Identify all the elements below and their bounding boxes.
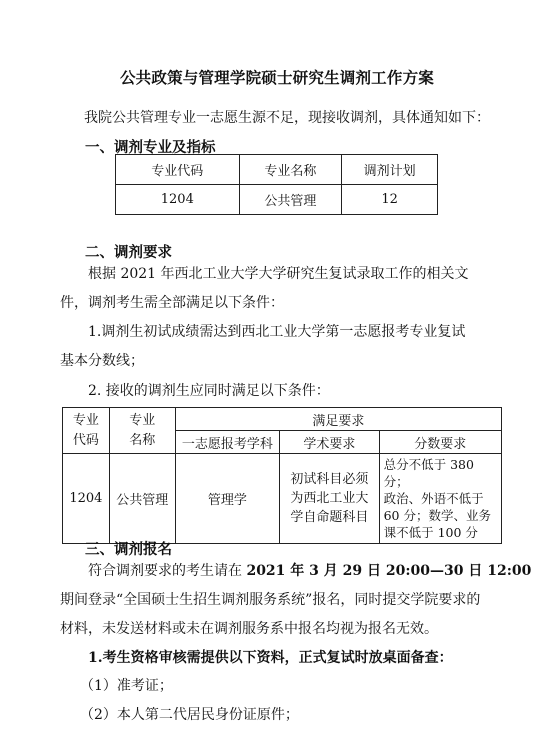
- table-header-row: [63, 408, 502, 431]
- registration-para-line3: 材料，未发送材料或未在调剂服务系中报名均视为报名无效。: [60, 621, 438, 637]
- cell-name: 公共管理: [239, 185, 342, 215]
- intro-paragraph: 我院公共管理专业一志愿生源不足，现接收调剂，具体通知如下：: [84, 110, 490, 126]
- materials-item-2: （2）本人第二代居民身份证原件；: [80, 707, 299, 723]
- section2-heading: 二、调剂要求: [85, 244, 172, 261]
- header-name-line1: 专业: [129, 412, 156, 428]
- cell-subject: 管理学: [175, 454, 279, 544]
- header-score: 分数要求: [379, 431, 501, 454]
- quota-table: [115, 154, 438, 215]
- score-line1: 总分不低于 380 分；: [383, 457, 474, 489]
- cell-academic: [280, 454, 380, 544]
- table-header-row: [116, 155, 438, 185]
- requirement-para1-line2: 件，调剂考生需全部满足以下条件：: [60, 295, 284, 311]
- section1-heading: 一、调剂专业及指标: [85, 139, 216, 156]
- registration-deadline: 2021 年 3 月 29 日 20:00—30 日 12:00: [246, 563, 532, 579]
- materials-item-1: （1）准考证；: [80, 678, 173, 694]
- header-name: [109, 408, 175, 454]
- score-line2: 政治、外语不低于: [383, 491, 484, 506]
- cell-name: 公共管理: [109, 454, 175, 544]
- cell-score: [379, 454, 501, 544]
- score-line3: 60 分；数学、业务: [383, 508, 491, 523]
- section3-heading: 三、调剂报名: [85, 541, 172, 558]
- header-code-line1: 专业: [72, 412, 99, 428]
- table-row: [63, 454, 502, 544]
- registration-para-line1: [88, 563, 531, 579]
- academic-line1: 初试科目必须: [290, 472, 369, 487]
- header-subject: 一志愿报考学科: [175, 431, 279, 454]
- header-code-line2: 代码: [72, 432, 99, 448]
- academic-line3: 学自命题科目: [290, 510, 369, 525]
- registration-para-text: 符合调剂要求的考生请在: [88, 563, 247, 579]
- cell-code: 1204: [63, 454, 110, 544]
- header-academic: 学术要求: [280, 431, 380, 454]
- page-title: 公共政策与管理学院硕士研究生调剂工作方案: [119, 68, 434, 87]
- header-plan: 调剂计划: [342, 155, 438, 185]
- requirement-para1-line1: 根据 2021 年西北工业大学大学研究生复试录取工作的相关文: [88, 266, 469, 282]
- table-row: [116, 185, 438, 215]
- header-name-line2: 名称: [129, 432, 156, 448]
- requirement-para2-line1: 1.调剂生初试成绩需达到西北工业大学第一志愿报考专业复试: [88, 324, 466, 340]
- requirement-para3: 2. 接收的调剂生应同时满足以下条件：: [88, 383, 330, 399]
- cell-plan: 12: [342, 185, 438, 215]
- header-code: 专业代码: [116, 155, 240, 185]
- academic-line2: 为西北工业大: [290, 491, 369, 506]
- materials-subheading: 1.考生资格审核需提供以下资料，正式复试时放桌面备查：: [88, 650, 453, 666]
- header-code: [63, 408, 110, 454]
- header-name: 专业名称: [239, 155, 342, 185]
- conditions-table: [62, 407, 502, 544]
- requirement-para2-line2: 基本分数线；: [60, 353, 144, 369]
- cell-code: 1204: [116, 185, 240, 215]
- score-line4: 课不低于 100 分: [383, 525, 478, 540]
- registration-para-line2: 期间登录“全国硕士生招生调剂服务系统”报名，同时提交学院要求的: [60, 592, 481, 608]
- header-requirements: 满足要求: [175, 408, 501, 431]
